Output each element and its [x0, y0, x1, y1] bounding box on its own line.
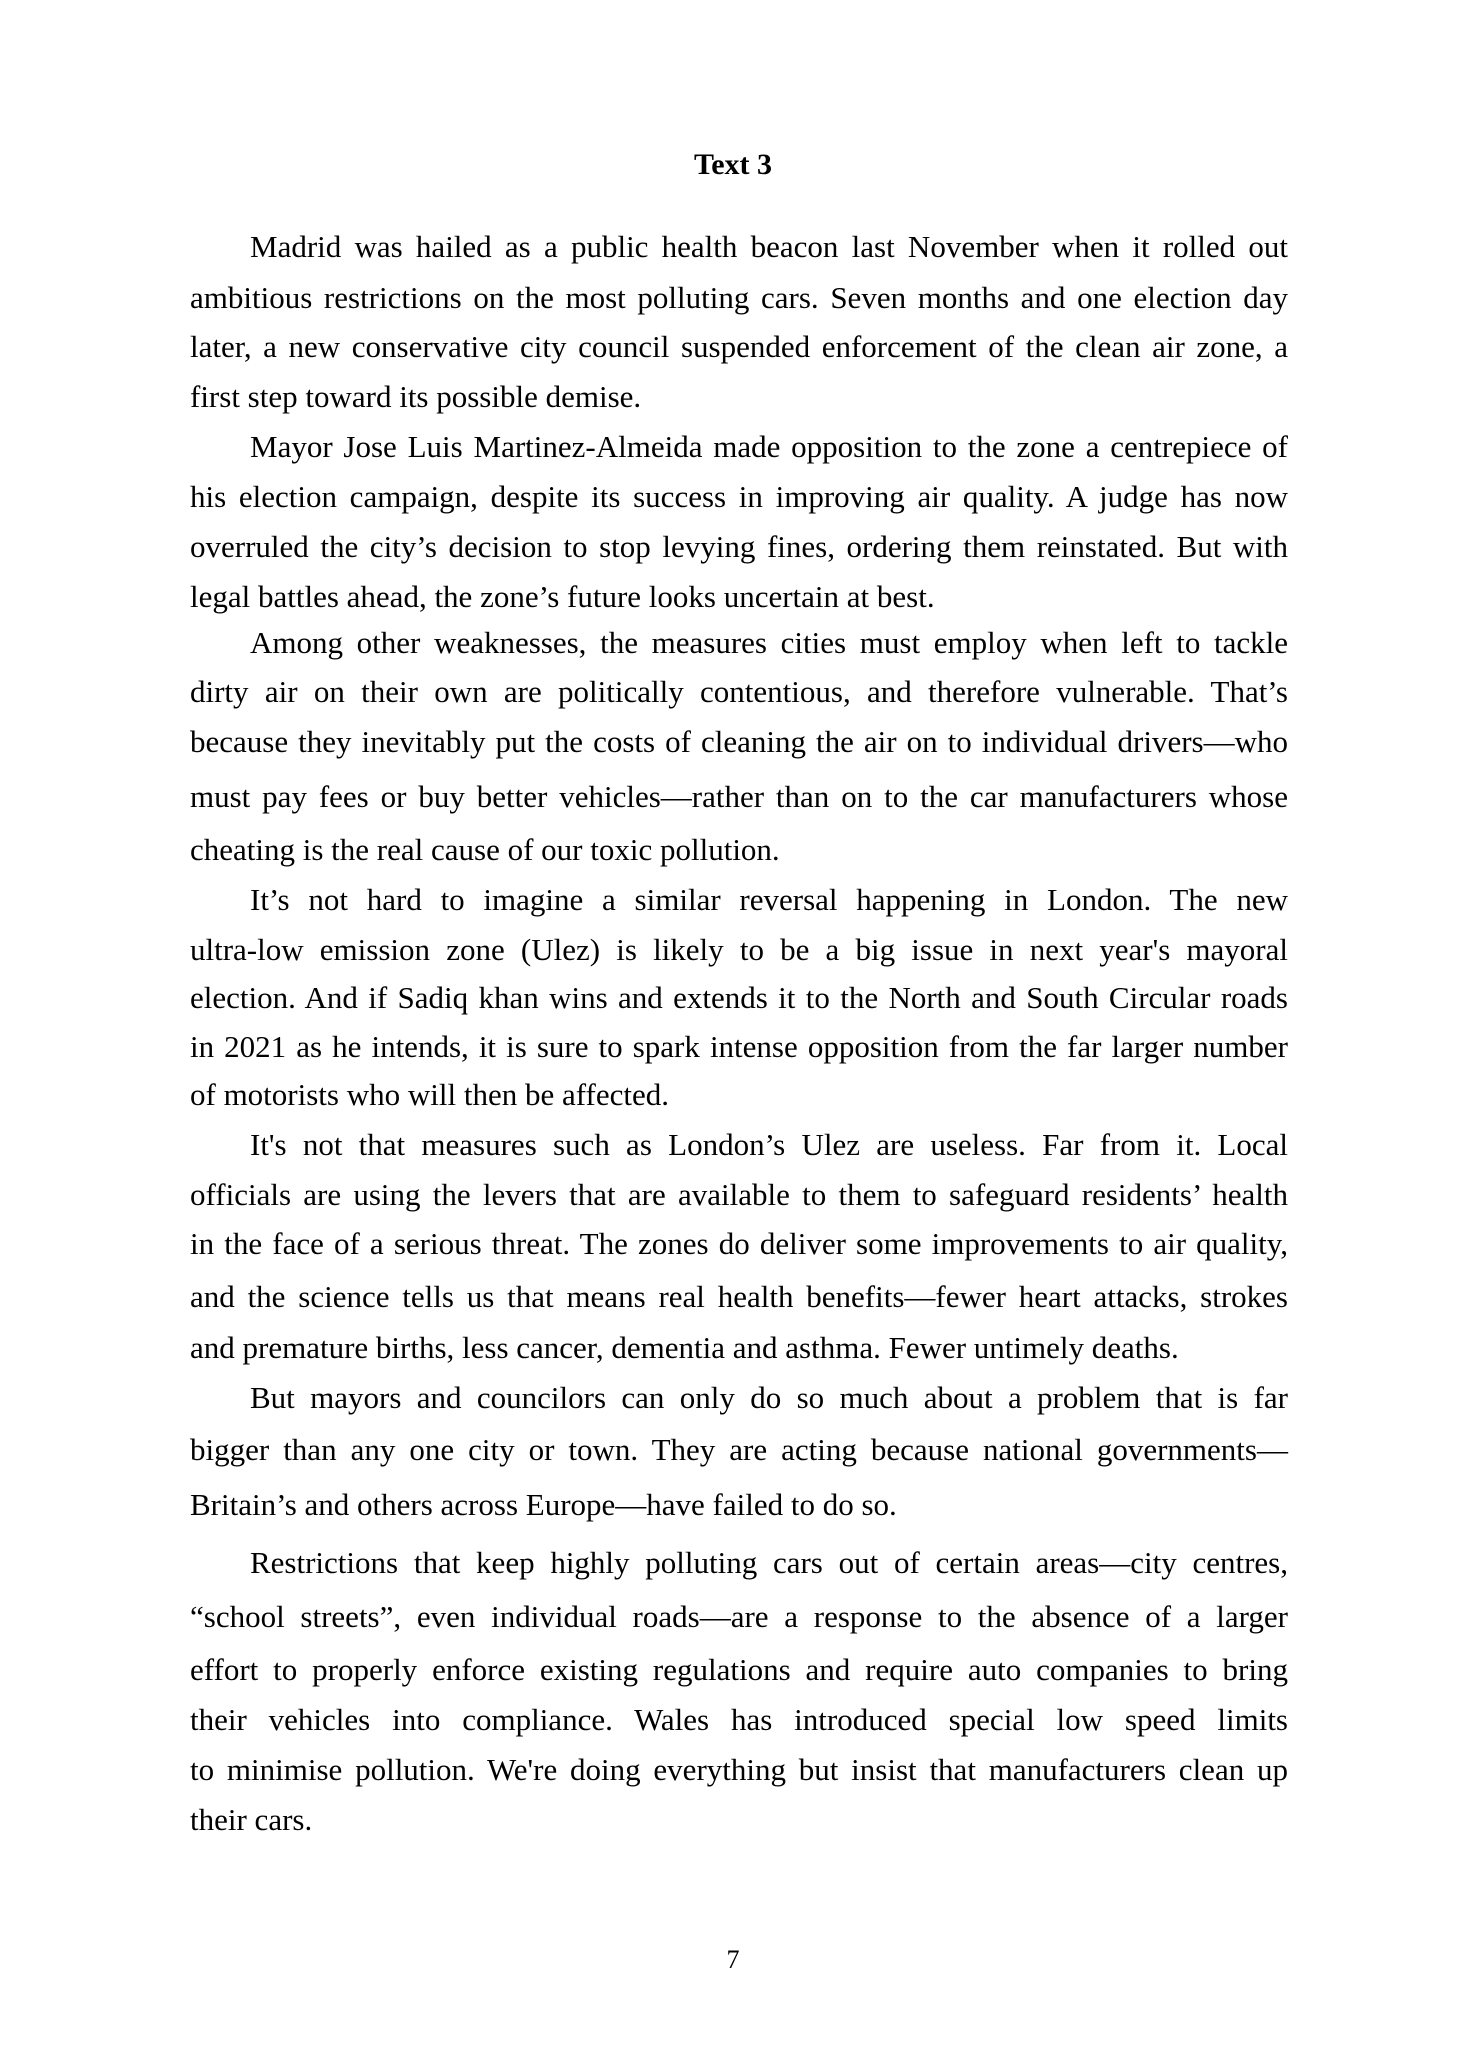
- page-number: 7: [726, 1945, 740, 1974]
- text-line: Among other weaknesses, the measures cities must employ when left to tackle: [250, 625, 1288, 660]
- text-line: Britain’s and others across Europe—have failed to do so.: [190, 1487, 897, 1522]
- text-line: Mayor Jose Luis Martinez-Almeida made opposition to the zone a centrepiece of: [250, 429, 1288, 464]
- text-line: “school streets”, even individual roads—are a response to the absence of a larger: [190, 1599, 1288, 1634]
- text-line: officials are using the levers that are available to them to safeguard residents’ health: [190, 1177, 1288, 1212]
- text-line: overruled the city’s decision to stop levying fines, ordering them reinstated. But with: [190, 529, 1288, 564]
- text-line: effort to properly enforce existing regulations and require auto companies to bring: [190, 1652, 1288, 1687]
- text-line: their cars.: [190, 1802, 313, 1837]
- text-line: legal battles ahead, the zone’s future looks uncertain at best.: [190, 579, 935, 614]
- text-line: ambitious restrictions on the most polluting cars. Seven months and one election day: [190, 280, 1288, 315]
- text-line: their vehicles into compliance. Wales has introduced special low speed limits: [190, 1702, 1288, 1737]
- text-line: in 2021 as he intends, it is sure to spark intense opposition from the far larger number: [190, 1029, 1288, 1064]
- text-line: cheating is the real cause of our toxic pollution.: [190, 832, 780, 867]
- text-line: and the science tells us that means real health benefits—fewer heart attacks, strokes: [190, 1279, 1288, 1314]
- text-line: Madrid was hailed as a public health beacon last November when it rolled out: [250, 229, 1288, 264]
- page-title: Text 3: [693, 148, 773, 181]
- text-line: must pay fees or buy better vehicles—rather than on to the car manufacturers whose: [190, 779, 1288, 814]
- text-line: his election campaign, despite its success in improving air quality. A judge has now: [190, 479, 1288, 514]
- text-line: ultra-low emission zone (Ulez) is likely to be a big issue in next year's mayoral: [190, 932, 1288, 967]
- text-line: dirty air on their own are politically contentious, and therefore vulnerable. That’s: [190, 674, 1288, 709]
- text-line: of motorists who will then be affected.: [190, 1077, 669, 1112]
- text-line: first step toward its possible demise.: [190, 379, 642, 414]
- text-line: It’s not hard to imagine a similar reversal happening in London. The new: [250, 882, 1288, 917]
- text-line: in the face of a serious threat. The zones do deliver some improvements to air quality,: [190, 1226, 1288, 1261]
- text-line: It's not that measures such as London’s Ulez are useless. Far from it. Local: [250, 1127, 1288, 1162]
- text-line: But mayors and councilors can only do so much about a problem that is far: [250, 1380, 1288, 1415]
- text-line: to minimise pollution. We're doing everything but insist that manufacturers clean up: [190, 1752, 1288, 1787]
- text-line: later, a new conservative city council suspended enforcement of the clean air zone, a: [190, 329, 1288, 364]
- text-line: election. And if Sadiq khan wins and extends it to the North and South Circular roads: [190, 980, 1288, 1015]
- text-line: bigger than any one city or town. They are acting because national governments—: [190, 1432, 1288, 1467]
- text-line: Restrictions that keep highly polluting cars out of certain areas—city centres,: [250, 1545, 1288, 1580]
- text-line: and premature births, less cancer, dementia and asthma. Fewer untimely deaths.: [190, 1330, 1179, 1365]
- text-line: because they inevitably put the costs of cleaning the air on to individual drivers—who: [190, 724, 1288, 759]
